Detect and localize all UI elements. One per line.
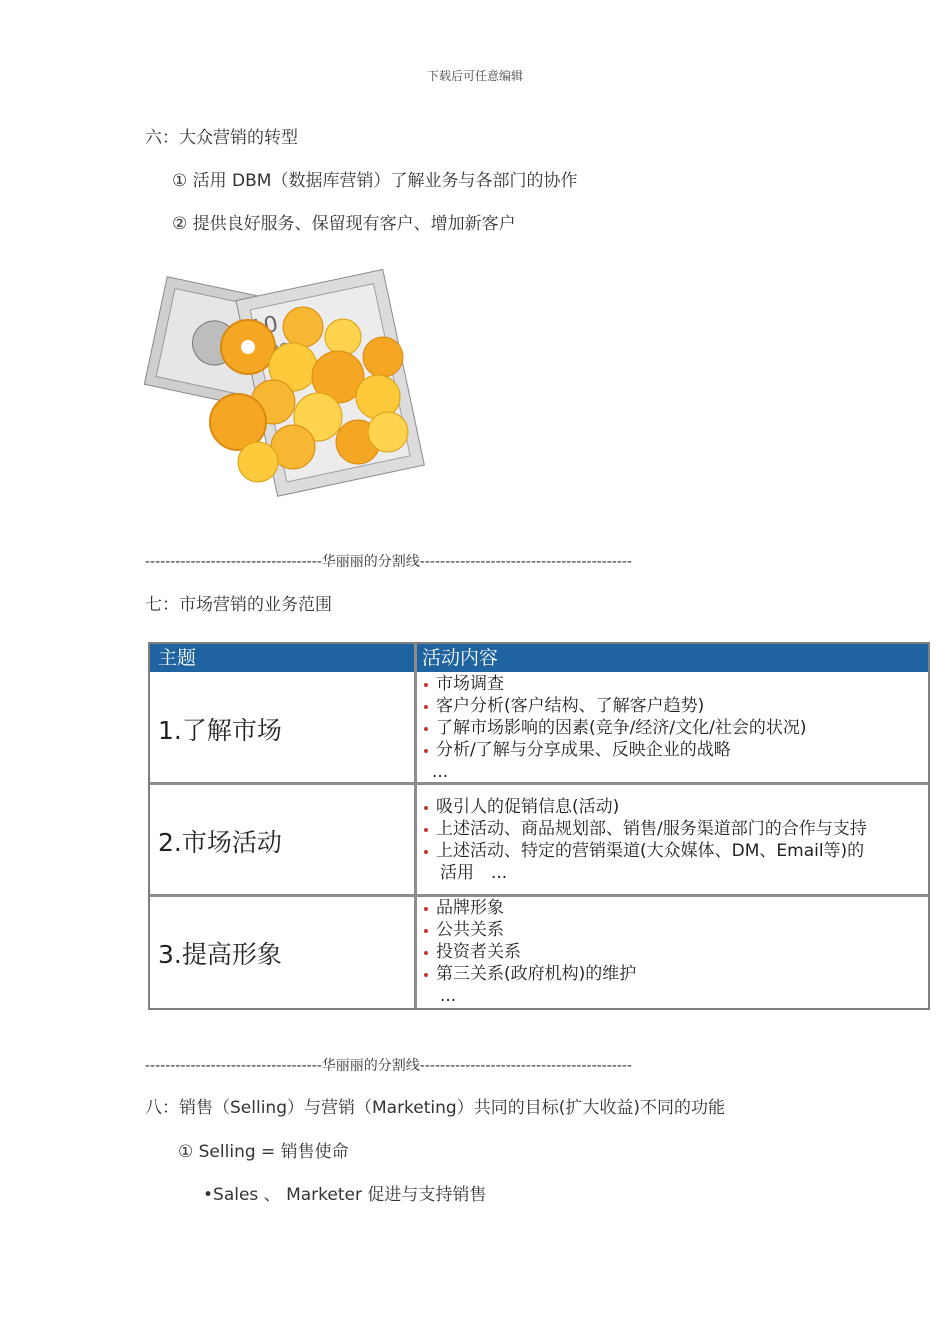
list-item: 上述活动、商品规划部、销售/服务渠道部门的合作与支持 xyxy=(420,818,867,840)
marketing-scope-table xyxy=(148,642,930,1010)
section-6-item-2: ② 提供良好服务、保留现有客户、增加新客户 xyxy=(172,214,516,234)
list-item: 分析/了解与分享成果、反映企业的战略 xyxy=(420,739,806,761)
list-item: 客户分析(客户结构、了解客户趋势) xyxy=(420,695,806,717)
section-8-title: 八：销售（Selling）与营销（Marketing）共同的目标(扩大收益)不同的功能 xyxy=(145,1098,725,1118)
page-header: 下载后可任意编辑 xyxy=(426,69,523,83)
list-item: 吸引人的促销信息(活动) xyxy=(420,796,867,818)
table-row-topic: 1.了解市场 xyxy=(158,716,282,745)
money-illustration xyxy=(143,262,443,507)
section-7-title: 七：市场营销的业务范围 xyxy=(145,595,332,615)
column-separator xyxy=(414,644,417,1008)
list-item: 投资者关系 xyxy=(420,941,636,963)
table-row-topic: 3.提高形象 xyxy=(158,940,282,969)
list-item: 品牌形象 xyxy=(420,897,636,919)
list-item: 第三关系(政府机构)的维护 xyxy=(420,963,636,985)
list-item: 了解市场影响的因素(竞争/经济/文化/社会的状况) xyxy=(420,717,806,739)
list-more: ... xyxy=(440,986,457,1006)
table-row-items xyxy=(420,673,806,783)
table-header-topic: 主题 xyxy=(158,647,197,669)
section-6-title: 六：大众营销的转型 xyxy=(145,128,298,148)
list-item: 公共关系 xyxy=(420,919,636,941)
divider-2: -----------------------------------华丽丽的分割线------------------------------------------ xyxy=(145,1058,632,1074)
table-row-topic: 2.市场活动 xyxy=(158,828,282,857)
list-more: ... xyxy=(432,762,449,782)
table-header xyxy=(150,644,928,672)
section-8-item-1: ① Selling = 销售使命 xyxy=(178,1142,349,1162)
list-item: 市场调查 xyxy=(420,673,806,695)
table-header-activity: 活动内容 xyxy=(422,647,499,669)
section-6-item-1: ① 活用 DBM（数据库营销）了解业务与各部门的协作 xyxy=(172,171,578,191)
list-item-continuation: 活用 ... xyxy=(440,863,508,883)
section-8-item-2: •Sales 、 Marketer 促进与支持销售 xyxy=(203,1185,487,1205)
table-row-items xyxy=(420,897,636,1007)
list-item: 上述活动、特定的营销渠道(大众媒体、DM、Email等)的 xyxy=(420,840,867,862)
divider-1: -----------------------------------华丽丽的分割线------------------------------------------ xyxy=(145,554,632,570)
table-row-items xyxy=(420,796,867,884)
